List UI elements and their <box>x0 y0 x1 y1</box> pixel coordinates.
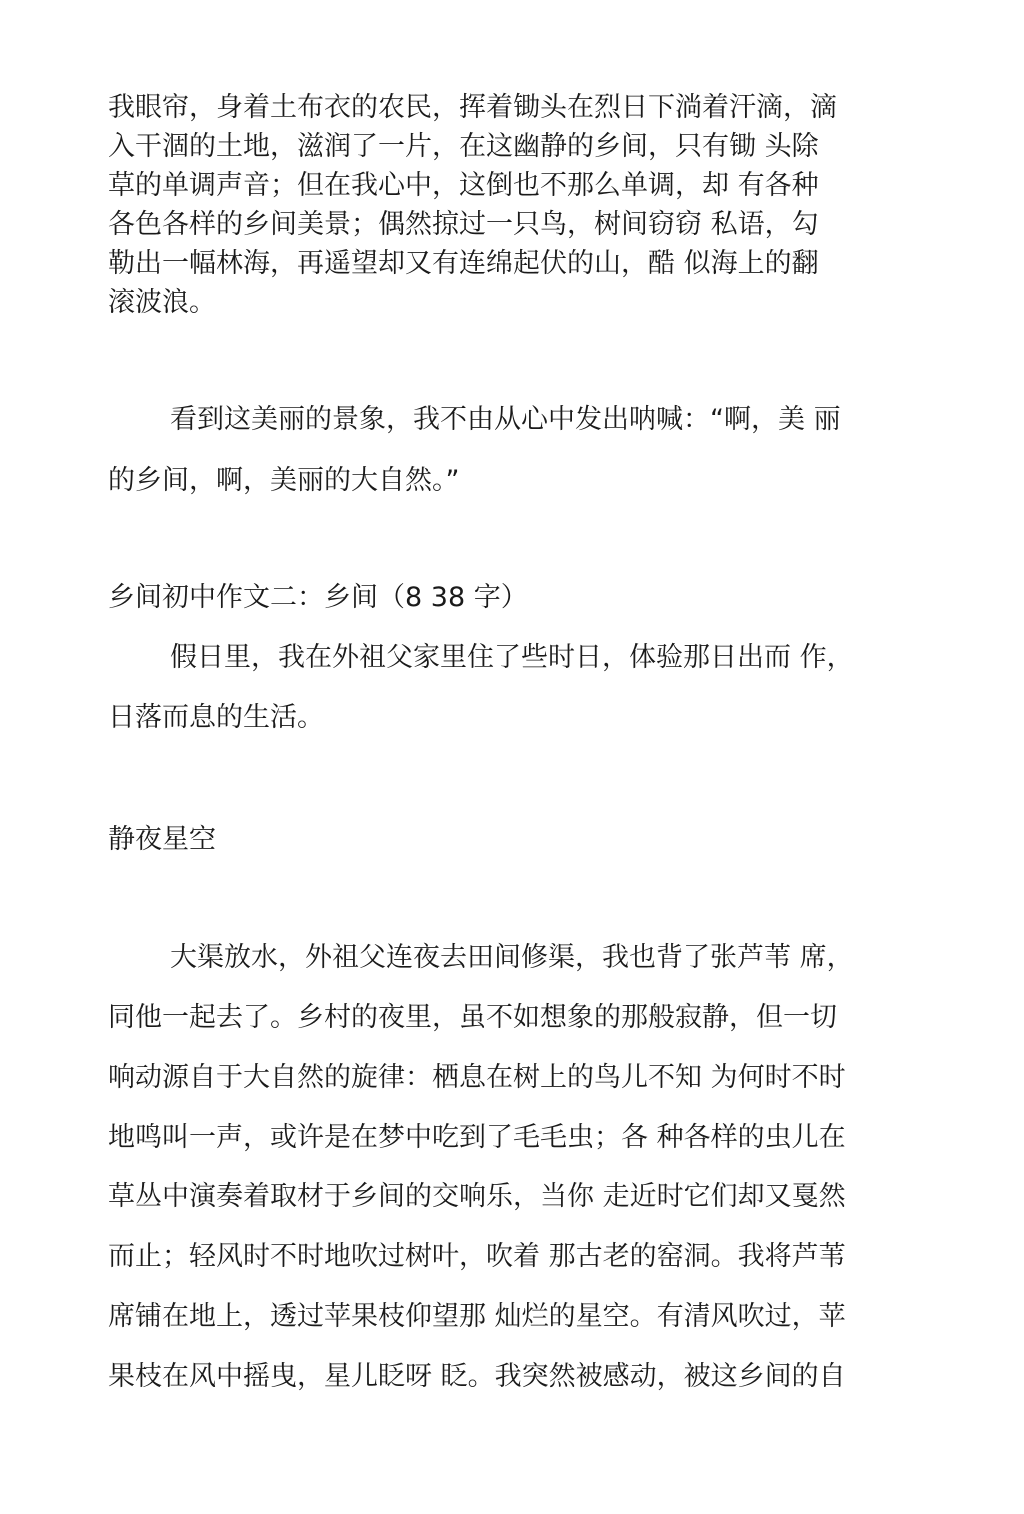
paragraph-1-line-6: 滚波浪。 <box>108 287 216 318</box>
paragraph-4-line-6: 而止；轻风时不时地吹过树叶，吹着 那古老的窑洞。我将芦苇 <box>108 1241 846 1272</box>
paragraph-4-line-7: 席铺在地上，透过苹果枝仰望那 灿烂的星空。有清风吹过，苹 <box>108 1301 846 1332</box>
paragraph-4-line-8: 果枝在风中摇曳，星儿眨呀 眨。我突然被感动，被这乡间的自 <box>108 1361 846 1392</box>
paragraph-1-line-3: 草的单调声音；但在我心中，这倒也不那么单调，却 有各种 <box>108 170 819 201</box>
subheading: 静夜星空 <box>108 824 216 855</box>
paragraph-4-line-1: 大渠放水，外祖父连夜去田间修渠，我也背了张芦苇 席， <box>170 942 854 973</box>
paragraph-4-line-5: 草丛中演奏着取材于乡间的交响乐，当你 走近时它们却又戛然 <box>108 1181 846 1212</box>
paragraph-3-line-1: 假日里，我在外祖父家里住了些时日，体验那日出而 作， <box>170 642 854 673</box>
paragraph-4-line-2: 同他一起去了。乡村的夜里，虽不如想象的那般寂静，但一切 <box>108 1002 837 1033</box>
paragraph-2-line-1: 看到这美丽的景象，我不由从心中发出呐喊：“啊，美 丽 <box>170 404 841 435</box>
paragraph-2-line-2: 的乡间，啊，美丽的大自然。” <box>108 465 460 496</box>
paragraph-1-line-2: 入干涸的土地，滋润了一片，在这幽静的乡间，只有锄 头除 <box>108 131 819 162</box>
paragraph-4-line-4: 地鸣叫一声，或许是在梦中吃到了毛毛虫；各 种各样的虫儿在 <box>108 1122 846 1153</box>
paragraph-3-line-2: 日落而息的生活。 <box>108 702 324 733</box>
paragraph-1-line-4: 各色各样的乡间美景；偶然掠过一只鸟，树间窃窃 私语，勾 <box>108 209 819 240</box>
paragraph-1-line-1: 我眼帘，身着土布衣的农民，挥着锄头在烈日下淌着汗滴，滴 <box>108 92 837 123</box>
section-heading: 乡间初中作文二：乡间（8 38 字） <box>108 582 528 613</box>
paragraph-4-line-3: 响动源自于大自然的旋律：栖息在树上的鸟儿不知 为何时不时 <box>108 1062 846 1093</box>
paragraph-1-line-5: 勒出一幅林海，再遥望却又有连绵起伏的山，酷 似海上的翻 <box>108 248 819 279</box>
